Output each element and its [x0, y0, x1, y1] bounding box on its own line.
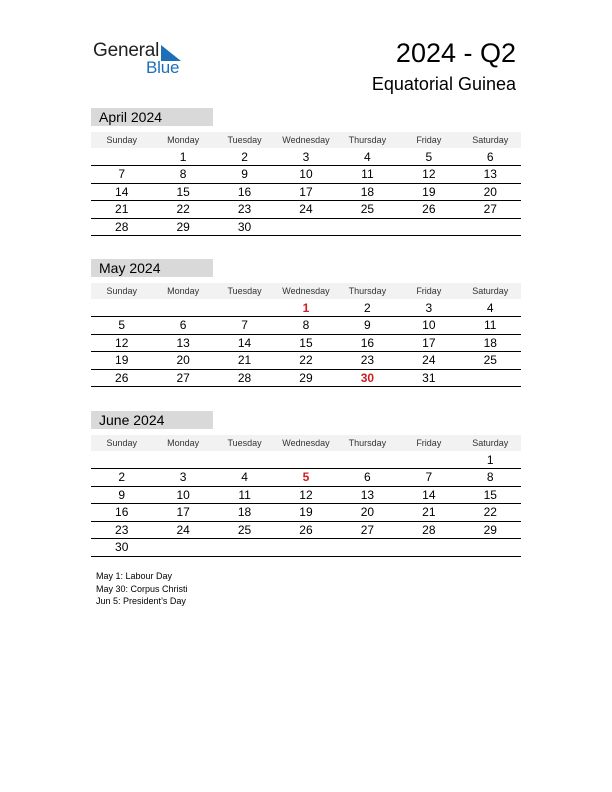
day-cell: 31	[422, 370, 436, 385]
day-cell: 7	[425, 470, 433, 484]
weekday-header	[91, 132, 521, 148]
day-cell: 25	[483, 353, 497, 367]
weekday-label: Sunday	[106, 135, 137, 145]
weekday-label: Friday	[416, 286, 442, 296]
day-cell: 17	[422, 335, 436, 350]
day-cell: 15	[299, 335, 313, 350]
day-cell: 9	[364, 318, 371, 332]
day-cell: 10	[176, 487, 190, 502]
day-cell: 4	[241, 470, 248, 484]
day-cell: 8	[486, 470, 494, 484]
weekday-label: Saturday	[472, 438, 509, 448]
weekday-label: Monday	[167, 135, 200, 145]
day-cell: 25	[237, 522, 252, 537]
day-cell: 21	[422, 505, 436, 519]
day-cell: 18	[483, 335, 497, 350]
day-cell: 6	[179, 318, 187, 332]
day-cell: 16	[115, 505, 129, 519]
day-cell: 26	[422, 202, 436, 216]
holiday-note: May 30: Corpus Christi	[96, 583, 188, 594]
empty-day-cell	[214, 452, 275, 468]
empty-day-cell	[214, 539, 275, 556]
day-cell: 13	[483, 167, 497, 181]
day-cell: 17	[176, 505, 190, 519]
weekday-label: Wednesday	[282, 438, 330, 448]
day-cell: 13	[360, 487, 375, 502]
day-cell: 30	[360, 370, 375, 385]
empty-day-cell	[214, 300, 275, 316]
day-cell: 23	[360, 353, 375, 367]
day-cell: 30	[237, 219, 252, 234]
generalblue-logo	[93, 40, 193, 80]
month-title: April 2024	[91, 108, 213, 126]
day-cell: 20	[360, 505, 375, 519]
month-grid	[91, 452, 521, 557]
page-title: 2024 - Q2	[395, 38, 516, 68]
day-cell: 5	[425, 150, 433, 164]
day-cell: 1	[302, 301, 310, 315]
country-name: Equatorial Guinea	[371, 74, 516, 94]
day-cell: 12	[115, 335, 129, 350]
weekday-label: Thursday	[348, 135, 387, 145]
empty-day-cell	[460, 370, 521, 387]
day-cell: 22	[299, 353, 313, 367]
week-row	[91, 201, 521, 219]
week-row	[91, 452, 521, 469]
week-row	[91, 352, 521, 370]
weekday-label: Tuesday	[227, 286, 262, 296]
day-cell: 29	[176, 219, 190, 234]
day-cell: 11	[361, 167, 374, 181]
day-cell: 4	[364, 150, 371, 164]
day-cell: 16	[360, 335, 375, 350]
weekday-label: Friday	[416, 135, 442, 145]
day-cell: 15	[483, 487, 497, 502]
weekday-label: Tuesday	[227, 135, 262, 145]
day-cell: 14	[237, 335, 252, 350]
day-cell: 13	[176, 335, 190, 350]
month-april	[91, 108, 521, 236]
weekday-label: Monday	[167, 286, 200, 296]
day-cell: 23	[115, 522, 129, 537]
month-june	[91, 411, 521, 557]
weekday-label: Thursday	[348, 286, 387, 296]
weekday-header	[91, 283, 521, 299]
day-cell: 28	[237, 370, 252, 385]
day-cell: 29	[299, 370, 313, 385]
day-cell: 24	[176, 522, 190, 537]
day-cell: 7	[241, 318, 248, 332]
day-cell: 25	[360, 202, 375, 216]
day-cell: 2	[364, 301, 371, 315]
empty-day-cell	[275, 452, 336, 468]
empty-day-cell	[398, 219, 459, 236]
day-cell: 9	[241, 167, 248, 181]
month-title: June 2024	[91, 411, 213, 429]
weekday-label: Thursday	[348, 438, 387, 448]
day-cell: 28	[422, 522, 436, 537]
day-cell: 5	[118, 318, 126, 332]
weekday-label: Wednesday	[282, 135, 330, 145]
day-cell: 22	[176, 202, 190, 216]
empty-day-cell	[398, 452, 459, 468]
weekday-label: Sunday	[106, 438, 137, 448]
day-cell: 12	[299, 487, 313, 502]
day-cell: 10	[299, 167, 313, 181]
day-cell: 15	[176, 184, 190, 199]
day-cell: 6	[364, 470, 371, 484]
day-cell: 27	[360, 522, 375, 537]
day-cell: 30	[115, 540, 129, 554]
day-cell: 20	[483, 184, 497, 199]
weekday-label: Tuesday	[227, 438, 262, 448]
day-cell: 7	[118, 167, 126, 181]
day-cell: 24	[422, 353, 436, 367]
day-cell: 17	[299, 184, 313, 199]
week-row	[91, 469, 521, 487]
logo-general-text: General	[93, 40, 160, 61]
day-cell: 2	[241, 150, 248, 164]
day-cell: 22	[483, 505, 497, 519]
day-cell: 3	[179, 470, 187, 484]
day-cell: 26	[115, 370, 129, 385]
day-cell: 19	[299, 505, 313, 519]
day-cell: 28	[115, 219, 129, 234]
day-cell: 4	[486, 301, 494, 315]
day-cell: 18	[360, 184, 375, 199]
empty-day-cell	[152, 300, 213, 316]
day-cell: 3	[425, 301, 433, 315]
day-cell: 12	[422, 167, 436, 181]
holiday-notes	[96, 570, 188, 608]
day-cell: 2	[118, 470, 126, 484]
day-cell: 11	[484, 318, 497, 332]
day-cell: 19	[115, 353, 129, 367]
week-row	[91, 300, 521, 317]
day-cell: 19	[422, 184, 436, 199]
weekday-label: Saturday	[472, 135, 509, 145]
day-cell: 29	[483, 522, 497, 537]
week-row	[91, 317, 521, 335]
empty-day-cell	[337, 452, 398, 468]
empty-day-cell	[275, 219, 336, 236]
week-row	[91, 184, 521, 202]
empty-day-cell	[91, 149, 152, 165]
week-row	[91, 219, 521, 237]
month-title: May 2024	[91, 259, 213, 277]
day-cell: 21	[237, 353, 252, 367]
empty-day-cell	[460, 539, 521, 556]
day-cell: 1	[486, 453, 494, 467]
empty-day-cell	[460, 219, 521, 236]
empty-day-cell	[152, 539, 213, 556]
day-cell: 16	[237, 184, 252, 199]
day-cell: 9	[118, 487, 126, 502]
day-cell: 27	[176, 370, 190, 385]
weekday-header	[91, 435, 521, 451]
empty-day-cell	[337, 539, 398, 556]
day-cell: 3	[302, 150, 310, 164]
day-cell: 21	[115, 202, 129, 216]
week-row	[91, 370, 521, 388]
week-row	[91, 539, 521, 557]
holiday-note: Jun 5: President’s Day	[96, 596, 186, 606]
day-cell: 24	[299, 202, 313, 216]
day-cell: 8	[302, 318, 310, 332]
month-may	[91, 259, 521, 387]
week-row	[91, 335, 521, 353]
day-cell: 10	[422, 318, 436, 332]
weekday-label: Saturday	[472, 286, 509, 296]
week-row	[91, 504, 521, 522]
day-cell: 27	[483, 202, 497, 216]
week-row	[91, 149, 521, 166]
month-grid	[91, 149, 521, 236]
week-row	[91, 487, 521, 505]
day-cell: 11	[238, 487, 251, 502]
day-cell: 1	[179, 150, 187, 164]
empty-day-cell	[91, 452, 152, 468]
empty-day-cell	[152, 452, 213, 468]
logo-blue-text: Blue	[146, 58, 180, 77]
day-cell: 14	[422, 487, 436, 502]
empty-day-cell	[275, 539, 336, 556]
weekday-label: Monday	[167, 438, 200, 448]
day-cell: 20	[176, 353, 190, 367]
weekday-label: Wednesday	[282, 286, 330, 296]
month-grid	[91, 300, 521, 387]
holiday-note: May 1: Labour Day	[96, 571, 173, 581]
day-cell: 23	[237, 202, 252, 216]
empty-day-cell	[337, 219, 398, 236]
day-cell: 26	[299, 522, 313, 537]
day-cell: 18	[237, 505, 252, 519]
week-row	[91, 166, 521, 184]
day-cell: 14	[115, 184, 129, 199]
weekday-label: Friday	[416, 438, 442, 448]
weekday-label: Sunday	[106, 286, 137, 296]
empty-day-cell	[91, 300, 152, 316]
day-cell: 6	[486, 150, 494, 164]
day-cell: 8	[179, 167, 187, 181]
day-cell: 5	[302, 470, 310, 484]
empty-day-cell	[398, 539, 459, 556]
week-row	[91, 522, 521, 540]
